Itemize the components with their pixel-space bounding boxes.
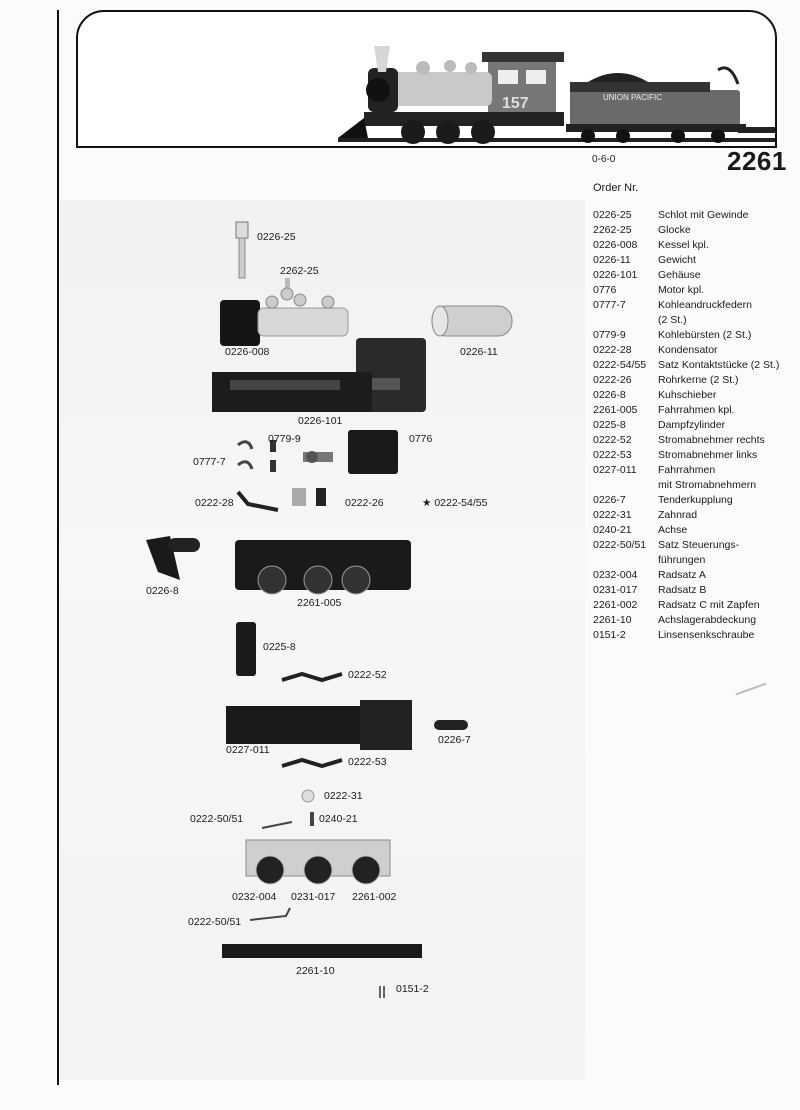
part-description — [658, 403, 793, 418]
part-number: 0226-8 — [593, 389, 626, 401]
part-description — [658, 343, 793, 358]
gear-part — [302, 790, 314, 802]
part-description-line: Dampfzylinder — [658, 419, 726, 431]
loco-number: 157 — [502, 95, 529, 112]
part-number: 0222-26 — [593, 374, 632, 386]
part-number: 0226-101 — [593, 269, 638, 281]
exploded-parts-drawing — [60, 200, 585, 1080]
label-2261-10: 2261-10 — [296, 965, 335, 977]
part-description — [658, 283, 793, 298]
part-description-line: Schlot mit Gewinde — [658, 209, 749, 221]
label-0226-008: 0226-008 — [225, 346, 270, 358]
part-number: 0225-8 — [593, 419, 626, 431]
part-description-line: (2 St.) — [658, 314, 687, 326]
label-0232-004: 0232-004 — [232, 891, 277, 903]
parts-row — [593, 418, 793, 433]
parts-row — [593, 598, 793, 613]
label-2261-005: 2261-005 — [297, 597, 342, 609]
screw-part — [380, 986, 384, 998]
part-description-line: Stromabnehmer links — [658, 449, 758, 461]
part-description — [658, 613, 793, 628]
part-number: 0151-2 — [593, 629, 626, 641]
part-number: 0226-008 — [593, 239, 638, 251]
part-number: 0222-28 — [593, 344, 632, 356]
part-description-line: Linsensenkschraube — [658, 629, 755, 641]
part-description-line: Tenderkupplung — [658, 494, 733, 506]
part-description-line: Gehäuse — [658, 269, 701, 281]
parts-row — [593, 208, 793, 223]
part-description-line: Radsatz C mit Zapfen — [658, 599, 760, 611]
parts-row — [593, 508, 793, 523]
part-number: 0222-54/55 — [593, 359, 647, 371]
label-2262-25: 2262-25 — [280, 265, 319, 277]
part-description — [658, 538, 793, 568]
parts-row — [593, 268, 793, 283]
axle-arrangement: 0-6-0 — [592, 154, 616, 165]
part-description-line: Rohrkerne (2 St.) — [658, 374, 739, 386]
cowcatcher-part — [146, 536, 200, 580]
parts-row — [593, 238, 793, 253]
part-description-line: Kuhschieber — [658, 389, 717, 401]
part-number: 0776 — [593, 284, 617, 296]
label-0222-50-51-upper: 0222-50/51 — [190, 813, 244, 825]
part-number: 0226-11 — [593, 254, 631, 266]
part-description — [658, 223, 793, 238]
label-0222-53: 0222-53 — [348, 756, 387, 768]
label-0222-28: 0222-28 — [195, 497, 234, 509]
label-0226-7: 0226-7 — [438, 734, 471, 746]
part-number: 0777-7 — [593, 299, 626, 311]
part-description-line: Fahrrahmen kpl. — [658, 404, 735, 416]
axle-bearing-cover-part — [222, 944, 422, 958]
part-description-line: Kohlebürsten (2 St.) — [658, 329, 752, 341]
part-number: 0226-7 — [593, 494, 626, 506]
part-number: 0226-25 — [593, 209, 632, 221]
label-0222-52: 0222-52 — [348, 669, 387, 681]
part-description-line: Kohleandruckfedern — [658, 299, 752, 311]
label-0240-21: 0240-21 — [319, 813, 358, 825]
pickup-right-part — [282, 674, 342, 680]
part-number: 0227-011 — [593, 464, 637, 476]
part-description — [658, 493, 793, 508]
locomotive-photo — [78, 12, 777, 148]
cylinder-part — [236, 622, 256, 676]
label-0227-011: 0227-011 — [226, 744, 270, 756]
parts-row — [593, 403, 793, 418]
part-description — [658, 388, 793, 403]
part-description — [658, 298, 793, 328]
label-0777-7: 0777-7 — [193, 456, 226, 468]
part-description — [658, 523, 793, 538]
chimney-part — [236, 222, 248, 278]
parts-row — [593, 628, 793, 643]
model-number: 2261 — [727, 146, 787, 176]
part-description-line: Zahnrad — [658, 509, 698, 521]
wheelsets-part — [246, 840, 390, 884]
parts-row — [593, 538, 793, 568]
part-description — [658, 328, 793, 343]
part-number: 0232-004 — [593, 569, 638, 581]
stray-pen-mark — [736, 683, 767, 696]
part-description-line: Satz Kontaktstücke (2 St.) — [658, 359, 780, 371]
parts-row — [593, 388, 793, 403]
label-0776: 0776 — [409, 433, 433, 445]
part-number: 0222-52 — [593, 434, 632, 446]
part-number: 2262-25 — [593, 224, 632, 236]
chassis-part — [235, 540, 411, 594]
part-description-line: Gewicht — [658, 254, 696, 266]
parts-row — [593, 433, 793, 448]
parts-row — [593, 448, 793, 463]
condenser-part — [238, 488, 326, 510]
label-0222-26: 0222-26 — [345, 497, 384, 509]
label-2261-002: 2261-002 — [352, 891, 397, 903]
parts-row — [593, 583, 793, 598]
part-description — [658, 208, 793, 223]
label-0222-54-55: ★ 0222-54/55 — [422, 497, 488, 509]
part-description-line: Radsatz B — [658, 584, 707, 596]
boiler-part — [220, 294, 348, 346]
part-description-line: Satz Steuerungs- — [658, 539, 740, 551]
part-description-line: Stromabnehmer rechts — [658, 434, 765, 446]
bell-part — [281, 278, 293, 300]
part-description — [658, 358, 793, 373]
part-description — [658, 433, 793, 448]
parts-row — [593, 613, 793, 628]
part-description — [658, 418, 793, 433]
axle-part — [310, 812, 314, 826]
part-description-line: Kessel kpl. — [658, 239, 709, 251]
label-0231-017: 0231-017 — [291, 891, 336, 903]
part-description — [658, 373, 793, 388]
valve-guide-lower — [250, 908, 290, 920]
part-description — [658, 583, 793, 598]
part-description — [658, 628, 793, 643]
part-number: 0240-21 — [593, 524, 632, 536]
label-0226-25: 0226-25 — [257, 231, 296, 243]
boiler — [388, 72, 492, 106]
parts-row — [593, 373, 793, 388]
part-description-line: Achse — [658, 524, 688, 536]
parts-row — [593, 358, 793, 373]
part-description-line: mit Stromabnehmern — [658, 479, 757, 491]
weight-part — [432, 306, 512, 336]
label-0779-9: 0779-9 — [268, 433, 301, 445]
part-description-line: Fahrrahmen — [658, 464, 716, 476]
label-0226-101: 0226-101 — [298, 415, 343, 427]
parts-row — [593, 343, 793, 358]
parts-row — [593, 463, 793, 493]
part-description-line: Kondensator — [658, 344, 718, 356]
part-description-line: Glocke — [658, 224, 691, 236]
label-0222-31: 0222-31 — [324, 790, 363, 802]
label-0226-8: 0226-8 — [146, 585, 179, 597]
part-description-line: Radsatz A — [658, 569, 706, 581]
parts-row — [593, 568, 793, 583]
tender-coupling-part — [434, 720, 468, 730]
label-0225-8: 0225-8 — [263, 641, 296, 653]
part-number: 0222-31 — [593, 509, 632, 521]
part-number: 2261-005 — [593, 404, 638, 416]
parts-row — [593, 523, 793, 538]
left-margin-rule — [57, 10, 59, 1085]
frame-with-pickups-part — [226, 700, 412, 750]
part-description — [658, 508, 793, 523]
part-number: 2261-002 — [593, 599, 638, 611]
label-0226-11: 0226-11 — [460, 346, 498, 358]
part-description-line: Motor kpl. — [658, 284, 705, 296]
parts-row — [593, 328, 793, 343]
parts-row — [593, 283, 793, 298]
label-0222-50-51-lower: 0222-50/51 — [188, 916, 242, 928]
label-0151-2: 0151-2 — [396, 983, 429, 995]
part-description — [658, 238, 793, 253]
part-description-line: führungen — [658, 554, 706, 566]
part-number: 2261-10 — [593, 614, 632, 626]
part-number: 0222-53 — [593, 449, 632, 461]
valve-guide-upper — [262, 822, 292, 828]
part-description — [658, 598, 793, 613]
part-description-line: Achslagerabdeckung — [658, 614, 757, 626]
header-photo-frame — [76, 10, 777, 148]
tender-lettering: UNION PACIFIC — [603, 93, 662, 102]
pickup-left-part — [282, 760, 342, 766]
parts-row — [593, 493, 793, 508]
part-number: 0231-017 — [593, 584, 638, 596]
part-description — [658, 463, 793, 493]
part-description — [658, 253, 793, 268]
part-description — [658, 268, 793, 283]
parts-row — [593, 223, 793, 238]
order-number-label: Order Nr. — [593, 182, 639, 194]
part-description — [658, 448, 793, 463]
parts-row — [593, 253, 793, 268]
parts-list — [593, 208, 793, 643]
parts-row — [593, 298, 793, 328]
part-number: 0779-9 — [593, 329, 626, 341]
part-description — [658, 568, 793, 583]
part-number: 0222-50/51 — [593, 539, 647, 551]
exploded-view-photo — [60, 200, 585, 1080]
motor-part — [303, 430, 398, 474]
